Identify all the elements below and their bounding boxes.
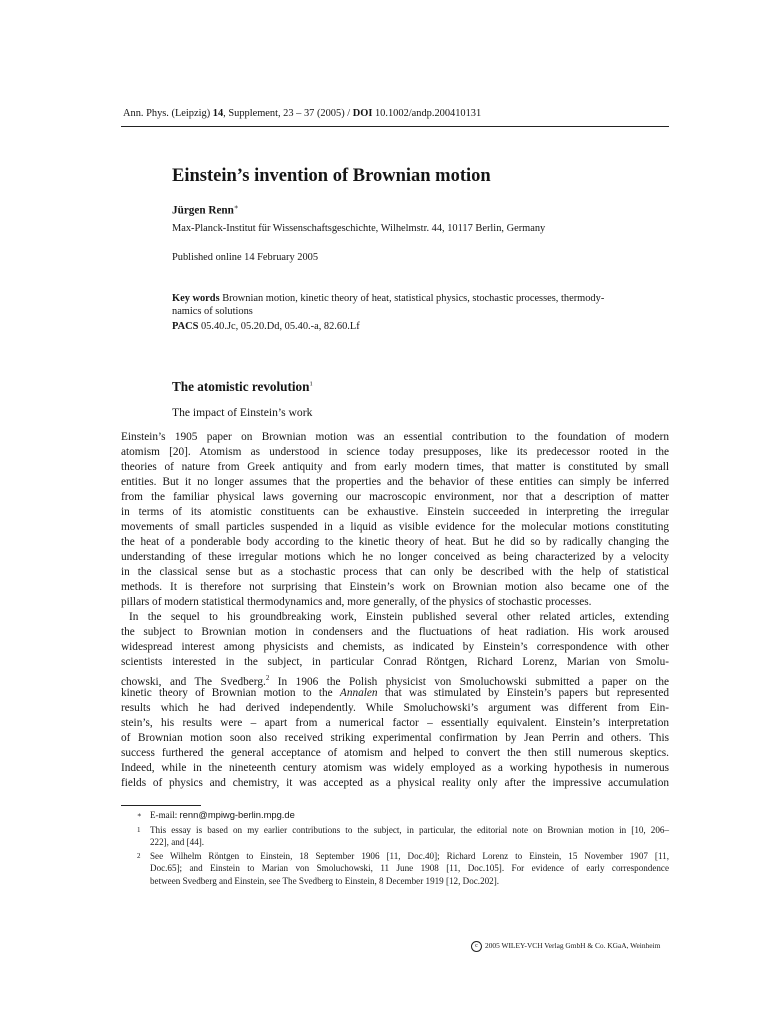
body-line: scientists interested in the subject, in particular Conrad Röntgen, Richard Lorenz, Marian von Smolu- <box>121 656 669 669</box>
footnote-email <box>121 809 669 821</box>
body-line: in the classical sense but as a stochastic process that can only be described with the help of statistical <box>121 566 669 579</box>
pacs-label: PACS <box>172 321 199 332</box>
body-line-segment: chowski, and The Svedberg. <box>121 675 266 688</box>
body-line: fields of physics and chemistry, it was accepted as a physical reality only after the impressive accumulation <box>121 776 669 789</box>
body-line: from the familiar physical laws governing our macroscopic environment, nor that a description of matter <box>121 491 669 504</box>
body-line: of Brownian motion soon also received striking experimental confirmation by Jean Perrin and others. This <box>121 731 669 744</box>
body-line-segment: that was stimulated by Einstein’s papers but represented <box>377 686 669 699</box>
keywords-label: Key words <box>172 293 220 304</box>
doi-label: DOI <box>352 108 373 119</box>
doi-link[interactable]: 10.1002/andp.200410131 <box>372 108 482 119</box>
body-line: the heat of a ponderable body according to the kinetic theory of heat. But he did so by radically changing the <box>121 536 669 549</box>
footnote-line: See Wilhelm Röntgen to Einstein, 18 September 1906 [11, Doc.40]; Richard Lorenz to Einstein, 15 November 1907 [11, <box>150 851 669 861</box>
section-heading <box>172 379 313 395</box>
pacs-text: 05.40.Jc, 05.20.Dd, 05.40.-a, 82.60.Lf <box>198 321 360 332</box>
copyright-notice <box>471 941 660 952</box>
body-line: entities. But it no longer assumes that the properties and the behavior of these entities can simply be inferred <box>121 476 669 489</box>
footnote-1 <box>121 824 669 849</box>
body-line <box>121 686 669 701</box>
body-line: success furthered the general acceptance of atomism and helped to convert the then still numerous skeptics. <box>121 746 669 759</box>
body-line: widespread interest among physicists and chemists, as indicated by Einstein’s correspondence with other <box>121 641 669 654</box>
body-line-segment: kinetic theory of Brownian motion to the <box>121 686 340 699</box>
footnote-mark: ∗ <box>137 811 142 819</box>
footnote-mark: 2 <box>137 852 141 860</box>
journal-name-annalen: Annalen <box>339 686 378 699</box>
body-line: In the sequel to his groundbreaking work, Einstein published several other related articles, extending <box>129 611 669 624</box>
journal-pages: , Supplement, 23 – 37 (2005) / <box>223 108 353 119</box>
body-text <box>121 430 669 791</box>
body-line: Einstein’s 1905 paper on Brownian motion was an essential contribution to the foundation of modern <box>121 431 669 443</box>
pacs-codes <box>172 321 360 332</box>
footnote-line: This essay is based on my earlier contributions to the subject, in particular, the editorial note on Brownian motion in [10, 206– <box>150 825 669 835</box>
author-affiliation: Max-Planck-Institut für Wissenschaftsgeschichte, Wilhelmstr. 44, 10117 Berlin, Germany <box>172 223 546 234</box>
header-rule <box>121 126 669 127</box>
body-line: in terms of its atomistic constituents can be exhaustive. Einstein succeeded in interpreting the irregular <box>121 506 669 519</box>
body-line: Indeed, while in the nineteenth century atomism was widely employed as a working hypothesis in numerous <box>121 761 669 774</box>
body-line: the subject to Brownian motion in condensers and the fluctuations of heat radiation. His work aroused <box>121 626 669 639</box>
footnote-line: Doc.65]; and Einstein to Marian von Smoluchowski, 11 June 1908 [11, Doc.105]. For evidence of early correspondence <box>150 863 669 874</box>
body-line: theories of nature from Greek antiquity and from early modern times, that matter is constituted by small <box>121 461 669 474</box>
body-line <box>121 671 669 686</box>
footnote-mark: 1 <box>137 826 141 834</box>
footnote-rule <box>121 805 201 806</box>
keywords-text-2: namics of solutions <box>172 306 253 317</box>
author-name-text: Jürgen Renn <box>172 204 234 217</box>
keywords-text-1: Brownian motion, kinetic theory of heat, statistical physics, stochastic processes, thermody- <box>219 293 605 304</box>
body-line-segment: In 1906 the Polish physicist von Smoluchowski submitted a paper on the <box>269 675 669 688</box>
copyright-text: 2005 WILEY-VCH Verlag GmbH & Co. KGaA, Weinheim <box>485 941 661 951</box>
body-line: pillars of modern statistical thermodynamics and, more generally, of the physics of stochastic processes. <box>121 596 592 609</box>
footnote-mark-2: 2 <box>265 673 270 682</box>
footnote-line: 222], and [44]. <box>150 837 205 848</box>
section-footnote-mark: 1 <box>309 380 313 388</box>
author-name <box>172 203 239 217</box>
subsection-heading: The impact of Einstein’s work <box>172 406 313 419</box>
email-label: E-mail: <box>150 810 180 820</box>
author-footnote-mark: ∗ <box>233 203 239 211</box>
journal-citation: Ann. Phys. (Leipzig) <box>123 108 213 119</box>
journal-volume: 14 <box>212 108 224 119</box>
body-line: methods. It is therefore not surprising that Einstein’s work on Brownian motion also became one of the <box>121 581 669 594</box>
published-date: Published online 14 February 2005 <box>172 252 319 263</box>
email-link[interactable]: renn@mpiwg-berlin.mpg.de <box>179 809 295 820</box>
article-title: Einstein’s invention of Brownian motion <box>172 166 491 186</box>
footnote-line: between Svedberg and Einstein, see The Svedberg to Einstein, 8 December 1919 [12, Doc.202]. <box>150 875 500 886</box>
section-title: The atomistic revolution <box>172 379 310 394</box>
body-line: understanding of these irregular motions which he no longer conceived as being characterized by a velocity <box>121 551 669 564</box>
keywords <box>172 292 670 318</box>
copyright-icon: c <box>471 941 482 952</box>
body-line: results which he had derived independently. While Smoluchowski’s argument was different from Ein- <box>121 701 669 714</box>
journal-header <box>123 108 669 119</box>
body-line: atomism [20]. Atomism as understood in science today presupposes, like its predecessor rooted in the <box>121 446 669 459</box>
footnote-2 <box>121 850 669 887</box>
body-line: stein’s, his results were – apart from a numerical factor – essentially equivalent. Einstein’s interpretation <box>121 716 669 729</box>
body-line: movements of small particles suspended in a liquid as visible evidence for the molecular motions constituting <box>121 521 669 534</box>
